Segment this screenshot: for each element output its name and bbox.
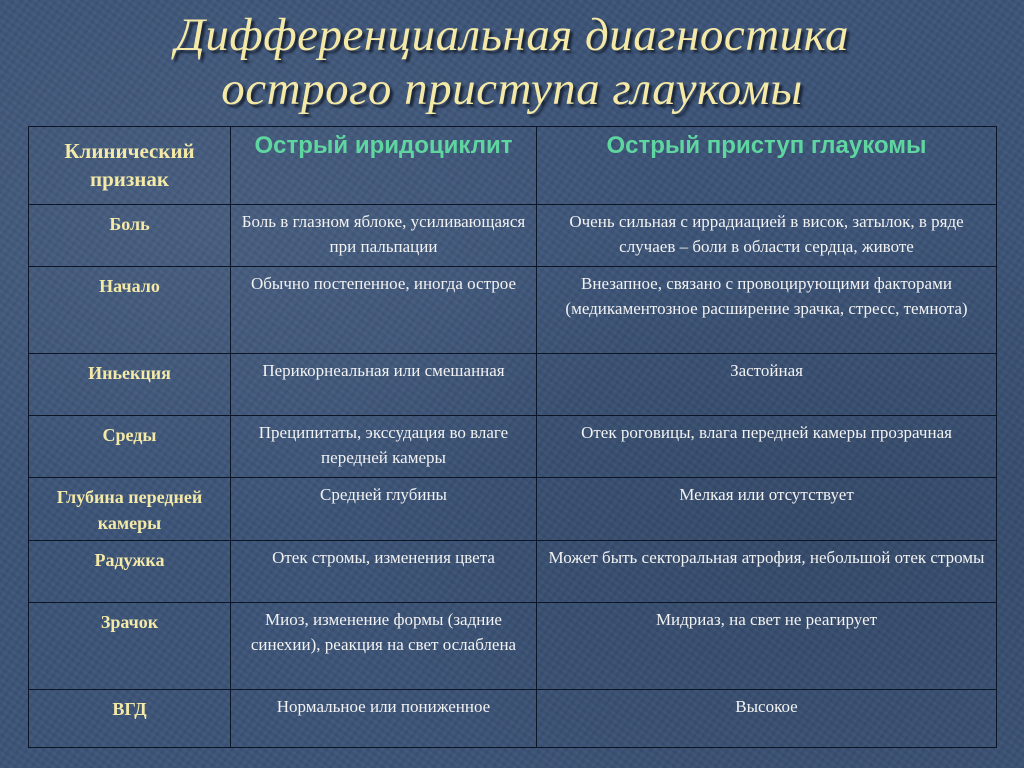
table-row <box>29 541 997 603</box>
table-row <box>29 267 997 354</box>
cell-iridocyclitis-chamber-depth: Средней глубины <box>231 478 537 541</box>
cell-glaucoma-pupil: Мидриаз, на свет не реагирует <box>537 603 997 690</box>
cell-glaucoma-injection: Застойная <box>537 354 997 416</box>
table-row <box>29 354 997 416</box>
cell-iridocyclitis-injection: Перикорнеальная или смешанная <box>231 354 537 416</box>
cell-glaucoma-iris: Может быть секторальная атрофия, небольшой отек стромы <box>537 541 997 603</box>
cell-iridocyclitis-pupil: Миоз, изменение формы (задние синехии), реакция на свет ослаблена <box>231 603 537 690</box>
table-row <box>29 690 997 748</box>
row-sign-chamber-depth: Глубина передней камеры <box>29 478 231 541</box>
cell-iridocyclitis-pain: Боль в глазном яблоке, усиливающаяся при пальпации <box>231 205 537 267</box>
slide-title <box>0 8 1024 116</box>
row-sign-iris: Радужка <box>29 541 231 603</box>
cell-glaucoma-onset: Внезапное, связано с провоцирующими факторами (медикаментозное расширение зрачка, стресс, темнота) <box>537 267 997 354</box>
table-row <box>29 478 997 541</box>
table-row <box>29 603 997 690</box>
cell-iridocyclitis-onset: Обычно постепенное, иногда острое <box>231 267 537 354</box>
table-header-row <box>29 127 997 205</box>
row-sign-media: Среды <box>29 416 231 478</box>
row-sign-injection: Иньекция <box>29 354 231 416</box>
header-acute-glaucoma-attack: Острый приступ глаукомы <box>537 127 997 205</box>
cell-iridocyclitis-media: Преципитаты, экссудация во влаге передней камеры <box>231 416 537 478</box>
row-sign-onset: Начало <box>29 267 231 354</box>
slide-title-line-2: острого приступа глаукомы <box>221 63 803 115</box>
header-acute-iridocyclitis: Острый иридоциклит <box>231 127 537 205</box>
cell-iridocyclitis-iop: Нормальное или пониженное <box>231 690 537 748</box>
cell-glaucoma-pain: Очень сильная с иррадиацией в висок, затылок, в ряде случаев – боли в области сердца, животе <box>537 205 997 267</box>
row-sign-iop: ВГД <box>29 690 231 748</box>
slide-title-line-1: Дифференциальная диагностика <box>174 9 850 61</box>
cell-glaucoma-media: Отек роговицы, влага передней камеры прозрачная <box>537 416 997 478</box>
table-row <box>29 416 997 478</box>
table-row <box>29 205 997 267</box>
row-sign-pain: Боль <box>29 205 231 267</box>
header-clinical-sign: Клинический признак <box>29 127 231 205</box>
differential-diagnosis-table <box>28 126 997 748</box>
cell-iridocyclitis-iris: Отек стромы, изменения цвета <box>231 541 537 603</box>
row-sign-pupil: Зрачок <box>29 603 231 690</box>
cell-glaucoma-chamber-depth: Мелкая или отсутствует <box>537 478 997 541</box>
cell-glaucoma-iop: Высокое <box>537 690 997 748</box>
